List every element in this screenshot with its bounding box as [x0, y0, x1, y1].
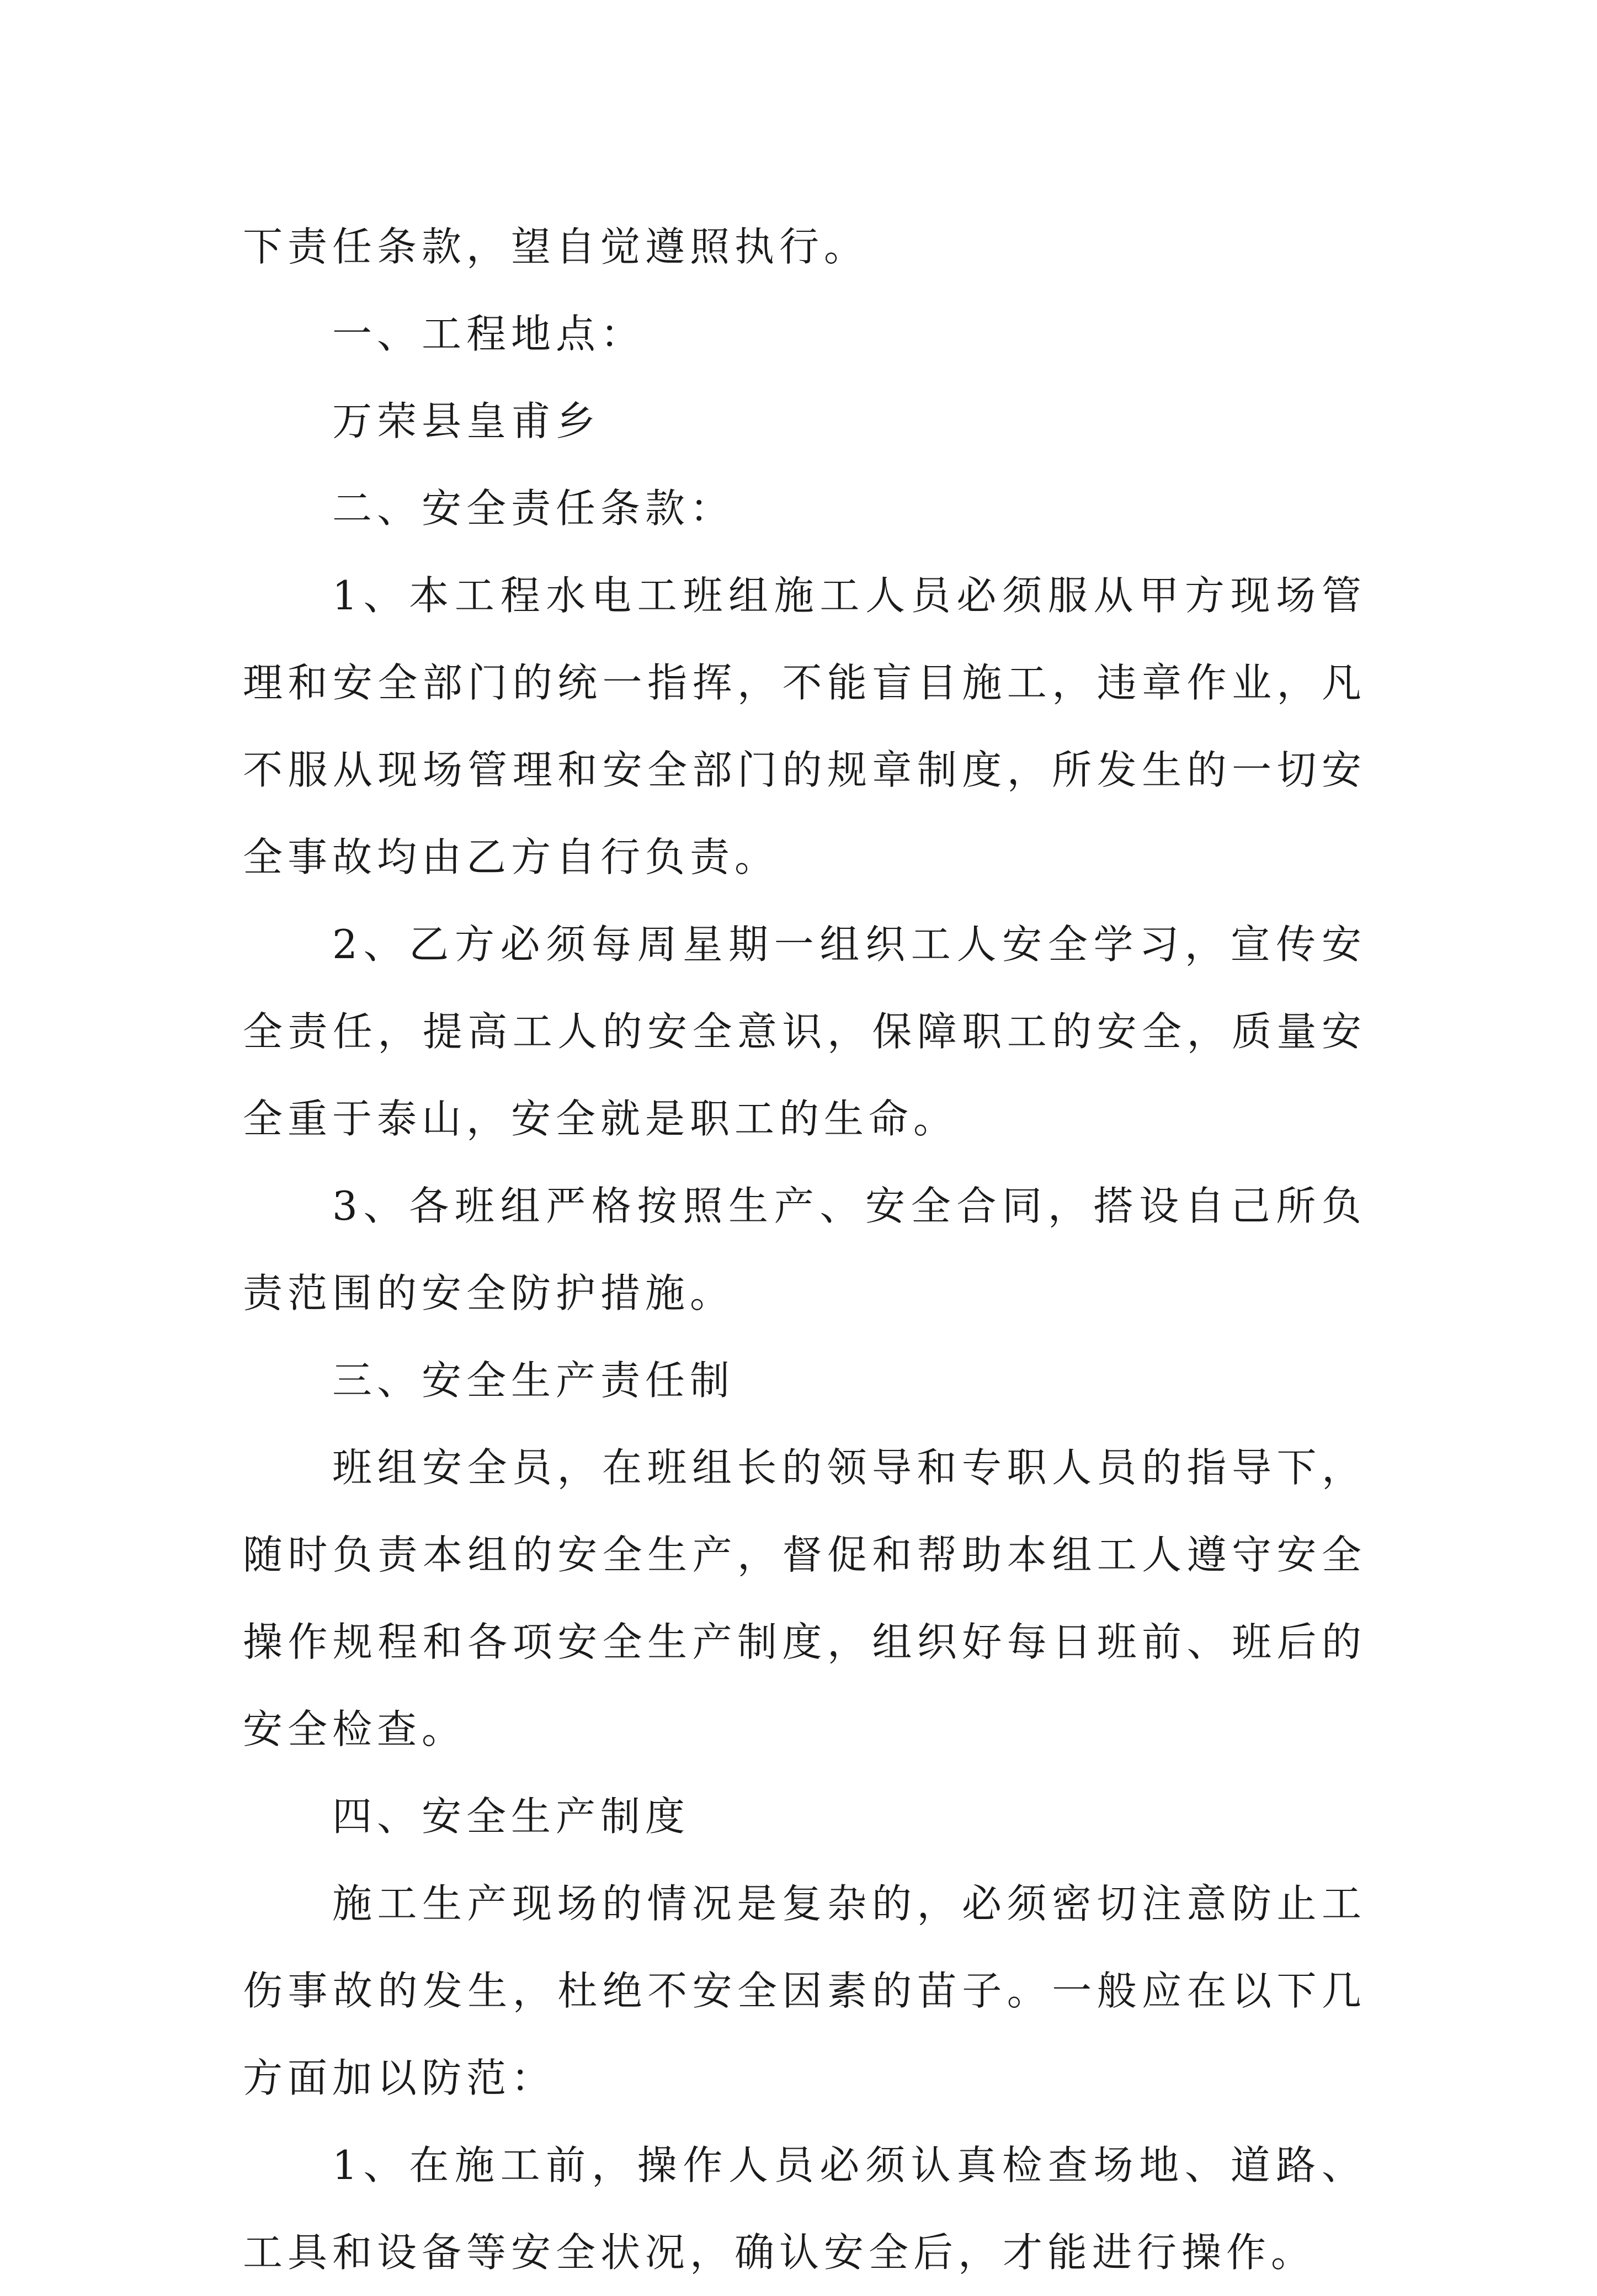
paragraph-continuation: 下责任条款，望自觉遵照执行。	[243, 224, 869, 270]
paragraph-rule-1: 1、在施工前，操作人员必须认真检查场地、道路、工具和设备等安全状况，确认安全后，才能进行操作。	[243, 2142, 1366, 2276]
heading-production-rules: 四、安全生产制度	[332, 1793, 690, 1840]
document-body	[243, 203, 1366, 2296]
paragraph-clause-1: 1、本工程水电工班组施工人员必须服从甲方现场管理和安全部门的统一指挥，不能盲目施工，违章作业，凡不服从现场管理和安全部门的规章制度，所发生的一切安全事故均由乙方自行负责。	[243, 572, 1366, 880]
heading-project-location: 一、工程地点：	[332, 311, 646, 357]
paragraph-location-value: 万荣县皇甫乡	[332, 398, 601, 444]
paragraph-clause-2: 2、乙方必须每周星期一组织工人安全学习，宣传安全责任，提高工人的安全意识，保障职工的安全，质量安全重于泰山，安全就是职工的生命。	[243, 921, 1366, 1142]
heading-responsibility-system: 三、安全生产责任制	[332, 1357, 735, 1404]
paragraph-site-conditions: 施工生产现场的情况是复杂的，必须密切注意防止工伤事故的发生，杜绝不安全因素的苗子。一般应在以下几方面加以防范：	[243, 1880, 1366, 2101]
heading-safety-clauses: 二、安全责任条款：	[332, 485, 735, 532]
paragraph-clause-3: 3、各班组严格按照生产、安全合同，搭设自己所负责范围的安全防护措施。	[243, 1183, 1366, 1316]
paragraph-safety-officer: 班组安全员，在班组长的领导和专职人员的指导下，随时负责本组的安全生产，督促和帮助本组工人遵守安全操作规程和各项安全生产制度，组织好每日班前、班后的安全检查。	[243, 1444, 1366, 1752]
